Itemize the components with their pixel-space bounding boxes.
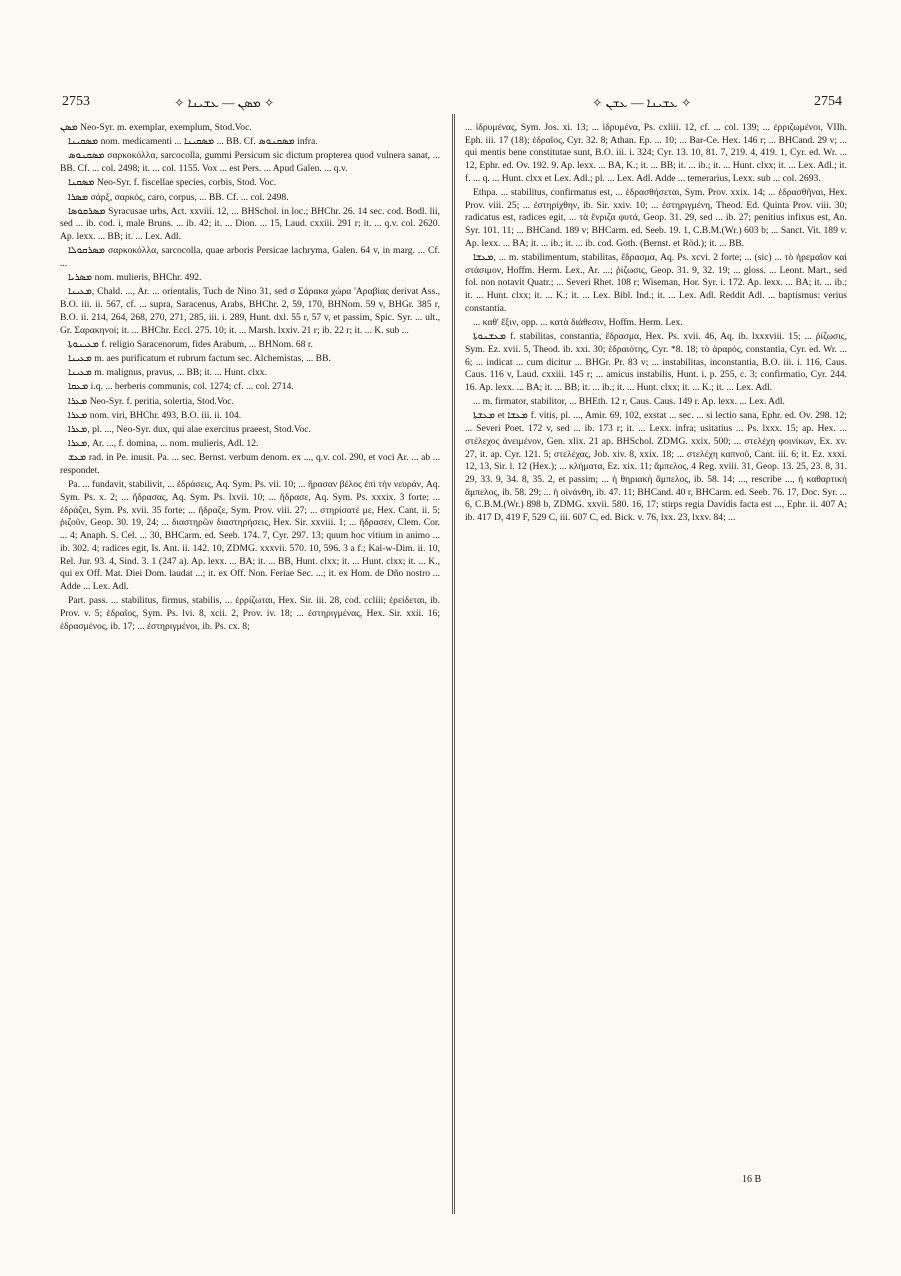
dictionary-entry: ܡܣܩܢܘܣ σαρκοκόλλα, sarcocolla, gummi Persicum sic dictum propterea quod vulnera sanat, ... BB. Cf. ... col. 2498; it. ... col. 1155. Vox ... est Pers. ... Apud Galen. ... q.v.	[60, 150, 440, 175]
dictionary-entry: ܡܣܪܩܘܣܐ Syracusae urbs, Act. xxviii. 12, ... BHSchol. in loc.; BHChr. 26. 14 sec. cod. Bodl. lii, sed ... ib. cod. i, male Bruns. ... ib. 42; it. ... Dion. ... 15, Laud. cxxiii. 291 r; it. ... q.v. col. 2620. Ap. lexx. ... BB; it. ... Lex. Adl.	[60, 205, 440, 243]
dictionary-entry: ܡܥܪܐ Neo-Syr. f. peritia, solertia, Stod.Voc.	[68, 395, 234, 407]
dictionary-entry: ܡܥܪܐ, Ar. ..., f. domina, ... nom. mulieris, Adl. 12.	[68, 438, 259, 450]
column-divider	[452, 114, 455, 1214]
right-column	[465, 122, 847, 1262]
dictionary-entry: ܡܥܪܐ, pl. ..., Neo-Syr. dux, qui alae exercitus praeest, Stod.Voc.	[68, 423, 311, 435]
dictionary-entry: Part. pass. ... stabilitus, firmus, stabilis, ... ἐρρίζωται, Hex. Sir. iii. 28, cod. ccliii; ἐρείδεται, ib. Prov. v. 5; ἑδραῖος, Sym. Ps. lvi. 8, xcii. 2, Prov. iv. 18; ... ἐστηριγμένας, Hex. Sir. xxii. 16; ἑδρασμένος, ib. 17; ... ἐστηριγμένοι, ib. Ps. cx. 8;	[60, 595, 440, 632]
dictionary-entry: ܡܣܢ Neo-Syr. m. exemplar, exemplum, Stod.Voc.	[60, 122, 252, 133]
dictionary-entry: ܡܣܪܩܘܠܐ σαρκοκόλλα, sarcocolla, quae arboris Persicae lachryma, Galen. 64 v, in marg. ... Cf. ...	[60, 245, 440, 270]
dictionary-entry: ܡܥܝܢܐ m. malignus, pravus, ... BB; it. ... Hunt. clxx.	[68, 367, 267, 379]
dictionary-entry: ܡܥܝܢܐ m. aes purificatum et rubrum factum sec. Alchemistas, ... BB.	[68, 352, 331, 364]
left-column	[60, 122, 440, 1262]
dictionary-entry: ܡܣܪܝܐ nom. mulieris, BHChr. 492.	[68, 272, 202, 284]
dictionary-entry: Pa. ... fundavit, stabilivit, ... ἐδράσεις, Aq. Sym. Ps. vii. 10; ... ἥρασαν βέλος ἐπὶ τὴν νευράν, Aq. Sym. Ps. x. 2; ... ἥδρασας, Aq. Sym. Ps. lxvii. 10; ... ἥδρασε, Aq. Sym. Ps. xxxix. 3 forte; ... ἑδράζει, Sym. Ps. xvii. 35 forte; ... ἥδραζε, Sym. Prov. viii. 27; ... στηρίσατέ με, Hex. Cant. ii. 5; ῥιζοῦν, Geop. 30. 19, 24; ... διαστηρῶν διαστηρήσεις, Hex. Sir. xxviii. 1; ... ἥδρασεν, Clem. Cor. ... 4; Anaph. S. Cel. ... 30, BHCarm. ed. Seeb. 174. 7, Cyr. 297. 13; quum hoc vitium in animo ... ib. 302. 4; radices egit, Is. Ant. ii. 142. 10, ZDMG. xxxvii. 570. 10, 596. 3 a f.; Kal-w-Dim. ii. 10, Rel. Jur. 93. 4, Sind. 3. 1 (247 a). Ap. lexx. ... BA; it. ... BB, Hunt. clxx; it. ... Hunt. clxx; it. ... K., qui ex Off. Mat. Diei Dom. laudat ...; it. ex Off. Non. Feriae Sec. ...; it. ex Hom. de Dño nostro ... Adde ... Lex. Adl.	[60, 479, 440, 592]
right-running-head: ✧ ܥܫܝܢܐ — ܥܫܢ ✧	[592, 96, 692, 110]
dictionary-entry: ... καθ' ἕξιν, opp. ... κατὰ διάθεσιν, Hoffm. Herm. Lex.	[473, 317, 683, 329]
dictionary-entry: ܡܣܩܢܐ Neo-Syr. f. fiscellae species, corbis, Stod. Voc.	[68, 177, 277, 189]
dictionary-entry: ܡܥܫܐ, ... m. stabilimentum, stabilitas, ἕδρασμα, Aq. Ps. xcvi. 2 forte; ... (sic) ... τὸ ἡρεμαῖον καὶ στάσιμον, Hoffm. Herm. Lex., Ar. ...; ῥίζωσις, Geop. 31. 9, 32. 19; ... gloss. ... Leont. Mart., sed fol. non notavit Quatr.; ... Severi Rhet. 108 r; Wiseman, Hor. Syr. i. 172. Ap. lexx. ... BA; it. ... ib.; it. ... Hunt. clxx; it. ... K.; it. ... Lex. Bibl. Ind.; it. ... Lex. Adl. Reddit Adl. ... baptismus: verius constantia.	[465, 252, 847, 314]
dictionary-entry: ܡܥܪܐ nom. viri, BHChr. 493, B.O. iii. ii. 104.	[68, 409, 242, 421]
dictionary-entry: ܡܥܫܢܘܬܐ f. stabilitas, constantia, ἕδρασμα, Hex. Ps. xvii. 46, Aq. ib. lxxxviii. 15; ... ῥίζωσις, Sym. Ez. xvii. 5, Theod. ib. xxi. 30; ἑδραιότης, Cyr. *8. 18; τὸ ἀραρός, constantia, Cyr. ed. Wr. ... 6; ... indicat ... cum dicitur ... BHGr. Pr. 83 v; ... instabilitas, inconstantia, B.O. iii. i. 116, Caus. Caus. 116 v, Laud. cxxiii. 145 r; ... amicus instabilis, Hunt. i. p. 255, c. 3; confirmatio, Cyr. 244. 16. Ap. lexx. ... BA; it. ... BB; it. ... ib.; it. ... Hunt. clxx; it. ... K.; it. ... Lex. Adl.	[465, 331, 847, 394]
dictionary-entry: ܡܣܪܐ σάρξ, σαρκός, caro, corpus, ... BB. Cf. ... col. 2498.	[68, 191, 289, 203]
dictionary-entry: ܡܥܝܢܘܬܐ f. religio Saracenorum, fides Arabum, ... BHNom. 68 r.	[68, 338, 313, 350]
dictionary-entry: ܡܥܫܬܐ et ܡܥܫܐ f. vitis, pl. ..., Amir. 69, 102, exstat ... sec. ... si lectio sana, Ephr. ed. Ov. 298. 12; ... Severi Poet. 172 v, sed ... ib. 173 r; it. ... Lexx. infra; usitatius ... Ps. lxxx. 15; ap. Hex. ... στέλεχος ἀνειμένον, Gen. xlix. 21 ap. BHSchol. ZDMG. xxix. 500; ... στελέχη φοινίκων, Ex. xv. 27, it. ap. Cyr. 121. 5; στελέχας, Job. xiv. 8, xxix. 18; ... στελέχη καπνοῦ, Cant. iii. 6; it. Ez. xxxi. 12, 13, Sir. l. 12 (Hex.); ... κλήματα, Ez. xix. 11; ἄμπελος, 4 Reg. xviii. 31, Geop. 13. 25, 23. 8, 31. 29, 33. 9, 34. 8, 35. 2, et passim; ... ἡ θηριακὴ ἄμπελος, ib. 58. 14; ..., rescribe ..., ἡ καθαρτικὴ ἄμπελος, ib. 58. 29; ... ἡ οἰνάνθη, ib. 47. 11; BHCand. 40 r, BHCarm. ed. Seeb. 76. 17, Doc. Syr. ... 6, C.B.M.(Wr.) 898 b, ZDMG. xxvii. 580. 16, 17; stirps regia Davidis facta est ..., Ephr. ii. 407 A; ib. 417 D, 419 F, 529 C, iii. 607 C, ed. Bick. v. 76, lxx. 23, lxxv. 84; ...	[465, 410, 847, 524]
dictionary-entry: Ethpa. ... stabilitus, confirmatus est, ... ἑδρασθήσεται, Sym. Prov. xxix. 14; ... ἑδρασθῆναι, Hex. Prov. viii. 25; ... ἐστηρίχθην, ib. Sir. xxiv. 10; ... ἐστηριγμένη, Theod. Ed. Quinta Prov. viii. 30; radicatus est, radices egit, ... τὰ ἔνριζα φυτά, Geop. 31. 29, sed ... ib. 27; penitius infixus est, An. Syr. 101. 11; ... BHCand. 189 v; BHCarm. ed. Seeb. 19. 1, C.B.M.(Wr.) 603 b; ... Sanct. Vit. 189 v. Ap. lexx. ... BA; it. ... ib.; it. ... ib. cod. Goth. (Bernst. et Röd.); it. ... BB.	[465, 187, 847, 249]
dictionary-entry: ܡܥܝܢܐ, Chald. ..., Ar. ... orientalis, Tuch de Nino 31, sed σ Σάρακα χώρα 'Αραβίας derivat Ass., B.O. iii. ii. 567, cf. ... supra, Saracenus, Arabs, BHChr. 2, 59, 170, BHNom. 59 v, BHGr. 385 r, B.O. ii. 214, 264, 268, 270, 271, 285, iii. i. 289, Hunt. dxl. 55 r, 57 v, et passim, Spic. Syr. ... ult., Gr. Σαρακηνοί; it. ... BHChr. Eccl. 275. 10; it. ... Marsh. lxxiv. 21 r; ib. 22 r; it. ... K. sub ...	[60, 286, 440, 336]
dictionary-entry: ... ἱδρυμένας, Sym. Jos. xi. 13; ... ἱδρυμένα, Ps. cxliii. 12, cf. ... col. 139; ... ἐρριζωμένοι, VIIh. Eph. iii. 17 (18); ἑδραῖος, Cyr. 32. 8; Athan. Ep. ... 10; ... Bar-Ce. Hex. 146 r; ... BHCand. 29 v; ... qui mentis bene constitutae sunt, B.O. iii. i. 324; Cyr. 13. 10, 81. 7, 219. 4, 419. 1, Cyr. ed. Wr. ... 12, Ephr. ed. Ov. 192. 9. Ap. lexx. ... BA, K.; it. ... BB; it. ... ib.; it. ... Hunt. clxx; it. ... Lex. Adl.; it. f. ... q. ... Hunt. clxx et Lex. Adl.; pl. ... Lex. Adl. Adde ... temerarius, Lexx. sub ... col. 2693.	[465, 122, 847, 184]
dictionary-entry: ܡܥܫ rad. in Pe. inusit. Pa. ... sec. Bernst. verbum denom. ex ..., q.v. col. 290, et voci Ar. ... ab ... respondet.	[60, 452, 440, 477]
left-running-head: ✧ ܡܣܢ — ܥܫܝܢܐ ✧	[174, 96, 275, 110]
dictionary-entry: ܡܣܩܝܢܐ nom. medicamenti ... ܡܣܩܝܢܐ ... BB. Cf. ܡܣܩܢܘܣ infra.	[68, 136, 318, 148]
page-header	[62, 94, 842, 116]
left-page-number: 2753	[62, 94, 90, 109]
dictionary-entry: ܡܥܩܐ i.q. ... berberis communis, col. 1274; cf. ... col. 2714.	[68, 381, 294, 393]
right-page-number: 2754	[814, 94, 842, 109]
dictionary-entry: ... m. firmator, stabilitor, ... BHEth. 12 r, Caus. Caus. 149 r. Ap. lexx. ... Lex. Adl.	[473, 396, 785, 408]
signature-mark: 16 B	[742, 1174, 762, 1185]
